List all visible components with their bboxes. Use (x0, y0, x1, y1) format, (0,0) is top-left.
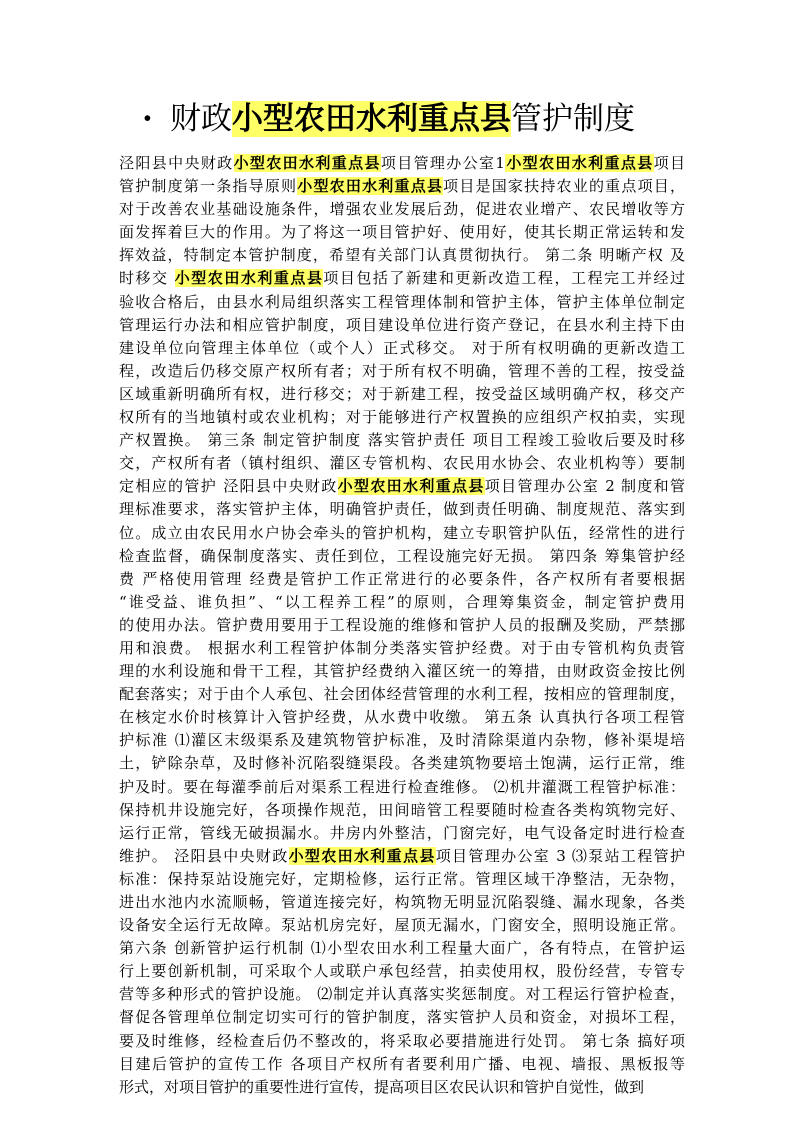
body-line (119, 198, 685, 221)
body-line (119, 383, 685, 406)
body-text-segment: 位。成立由农民用水户协会牵头的管护机构，建立专职管护队伍，经常性的进行 (119, 523, 685, 542)
body-line (119, 452, 685, 475)
title-highlight: 小型农田水利重点县 (232, 101, 511, 137)
body-text-segment: 对于改善农业基础设施条件，增强农业发展后劲，促进农业增产、农民增收等方 (119, 200, 685, 219)
body-text-segment: 第六条 创新管护运行机制 ⑴小型农田水利工程量大面广，各有特点，在管护运 (119, 939, 685, 958)
body-text-segment: 的使用办法。管护费用要用于工程设施的维修和管护人员的报酬及奖励，严禁挪 (119, 615, 685, 634)
body-text-segment: “谁受益、谁负担”、“以工程养工程”的原则，合理筹集资金，制定管护费用 (119, 592, 685, 611)
body-line (119, 937, 685, 960)
body-text-segment: 项目包括了新建和更新改造工程，工程完工并经过 (323, 269, 685, 288)
body-text-segment: 维护。 泾阳县中央财政 (119, 846, 289, 865)
body-text-segment: 项目 (653, 154, 685, 172)
body-text-segment: 管护制度第一条指导原则 (119, 177, 298, 196)
body-line (119, 683, 685, 706)
body-text-segment: 护及时。要在每灌季前后对渠系工程进行检查维修。 ⑵机井灌溉工程管护标准： (119, 777, 685, 796)
body-text-segment: 行上要创新机制，可采取个人或联户承包经营，拍卖使用权，股份经营，专管专 (119, 962, 685, 981)
body-text-segment: 费 严格使用管理 经费是管护工作正常进行的必要条件，各产权所有者要根据 (119, 569, 685, 588)
body-line (119, 591, 685, 614)
body-text-segment: 形式，对项目管护的重要性进行宣传，提高项目区农民认识和管护自觉性，做到 (119, 1077, 645, 1096)
body-text-segment: 配套落实；对于由个人承包、社会团体经营管理的水利工程，按相应的管理制度， (119, 685, 685, 704)
body-text-segment: 理标准要求，落实管护主体，明确管护责任，做到责任明确、制度规范、落实到 (119, 500, 685, 519)
body-line (119, 845, 685, 868)
title-prefix: 财政 (170, 101, 232, 137)
body-line (119, 752, 685, 775)
body-line (119, 960, 685, 983)
body-line (119, 406, 685, 429)
body-line (119, 337, 685, 360)
title-bullet: · (142, 101, 153, 137)
body-text-segment: 面发挥着巨大的作用。为了将这一项目管护好、使用好，使其长期正常运转和发 (119, 223, 685, 242)
body-line (119, 475, 685, 498)
body-line (119, 522, 685, 545)
body-line (119, 868, 685, 891)
body-text-segment: 验收合格后，由县水利局组织落实工程管理体制和管护主体，管护主体单位制定 (119, 292, 685, 311)
body-line (119, 614, 685, 637)
body-line (119, 545, 685, 568)
body-line (119, 221, 685, 244)
document-title (142, 98, 702, 140)
body-line (119, 822, 685, 845)
body-line (119, 1076, 685, 1099)
body-text-segment: 建设单位向管理主体单位（或个人）正式移交。 对于所有权明确的更新改造工 (119, 338, 685, 357)
body-line (119, 660, 685, 683)
body-line (119, 1006, 685, 1029)
body-text-segment: 标准：保持泵站设施完好，定期检修，运行正常。管理区域干净整洁，无杂物， (119, 869, 685, 888)
highlighted-term: 小型农田水利重点县 (337, 477, 485, 496)
body-text-segment: 项目是国家扶持农业的重点项目， (443, 177, 685, 196)
body-text-segment: 运行正常，管线无破损漏水。井房内外整洁，门窗完好，电气设备定时进行检查 (119, 823, 685, 842)
highlighted-term: 小型农田水利重点县 (174, 269, 324, 288)
body-text-segment: 产权置换。 第三条 制定管护制度 落实管护责任 项目工程竣工验收后要及时移 (119, 431, 685, 450)
body-text-segment: 项目管理办公室 3 ⑶泵站工程管护 (435, 846, 685, 865)
body-line (119, 498, 685, 521)
title-suffix: 管护制度 (511, 101, 635, 137)
body-text-segment: 营等多种形式的管护设施。 ⑵制定并认真落实奖惩制度。对工程运行管护检查， (119, 985, 685, 1004)
body-text-segment: 目建后管护的宣传工作 各项目产权所有者要利用广播、电视、墙报、黑板报等 (119, 1054, 685, 1073)
body-line (119, 914, 685, 937)
body-text-segment: 泾阳县中央财政 (119, 154, 234, 172)
body-text-segment: 理的水利设施和骨干工程，其管护经费纳入灌区统一的筹措，由财政资金按比例 (119, 662, 685, 681)
body-line (119, 706, 685, 729)
body-line (119, 267, 685, 290)
body-text-segment: 检查监督，确保制度落实、责任到位，工程设施完好无损。 第四条 筹集管护经 (119, 546, 685, 565)
body-line (119, 799, 685, 822)
body-line (119, 1030, 685, 1053)
body-line (119, 291, 685, 314)
body-text-segment: 定相应的管护 泾阳县中央财政 (119, 477, 338, 496)
body-line (119, 360, 685, 383)
body-line (119, 568, 685, 591)
body-line (119, 1053, 685, 1076)
body-line (119, 175, 685, 198)
body-text-segment: 要及时维修，经检查后仍不整改的，将采取必要措施进行处罚。 第七条 搞好项 (119, 1031, 685, 1050)
document-body (119, 152, 685, 1099)
body-text-segment: 权所有的当地镇村或农业机构；对于能够进行产权置换的应组织产权拍卖，实现 (119, 408, 685, 427)
body-text-segment: 土，铲除杂草，及时修补沉陷裂缝渠段。各类建筑物要培土饱满，运行正常，维 (119, 754, 685, 773)
body-text-segment: 设备安全运行无故障。泵站机房完好，屋顶无漏水，门窗安全，照明设施正常。 (119, 916, 685, 935)
body-line (119, 776, 685, 799)
body-text-segment: 保持机井设施完好，各项操作规范，田间暗管工程要随时检查各类构筑物完好、 (119, 800, 685, 819)
body-text-segment: 项目管理办公室 2 制度和管 (484, 477, 685, 496)
body-text-segment: 交，产权所有者（镇村组织、灌区专管机构、农民用水协会、农业机构等）要制 (119, 454, 685, 473)
body-text-segment: 项目管理办公室1 (380, 154, 505, 172)
body-text-segment: 区域重新明确所有权，进行移交；对于新建工程，按受益区域明确产权，移交产 (119, 384, 685, 403)
body-text-segment: 挥效益，特制定本管护制度，希望有关部门认真贯彻执行。 第二条 明晰产权 及 (119, 246, 685, 265)
body-line (119, 983, 685, 1006)
body-text-segment: 用和浪费。 根据水利工程管护体制分类落实管护经费。对于由专管机构负责管 (119, 638, 685, 657)
body-line (119, 429, 685, 452)
body-text-segment: 护标准 ⑴灌区末级渠系及建筑物管护标准，及时清除渠道内杂物，修补渠堤培 (119, 731, 685, 750)
body-text-segment: 程，改造后仍移交原产权所有者；对于所有权不明确，管理不善的工程，按受益 (119, 361, 685, 380)
body-line (119, 637, 685, 660)
body-text-segment: 在核定水价时核算计入管护经费，从水费中收缴。 第五条 认真执行各项工程管 (119, 708, 685, 727)
body-line (119, 314, 685, 337)
body-text-segment: 进出水池内水流顺畅，管道连接完好，构筑物无明显沉陷裂缝、漏水现象，各类 (119, 893, 685, 911)
body-text-segment: 管理运行办法和相应管护制度，项目建设单位进行资产登记，在县水利主持下由 (119, 315, 685, 334)
body-text-segment: 督促各管理单位制定切实可行的管护制度，落实管护人员和资金，对损坏工程， (119, 1008, 685, 1027)
highlighted-term: 小型农田水利重点县 (288, 846, 436, 865)
highlighted-term: 小型农田水利重点县 (504, 154, 654, 172)
body-line (119, 244, 685, 267)
body-line (119, 152, 685, 175)
body-line (119, 891, 685, 914)
body-line (119, 729, 685, 752)
highlighted-term: 小型农田水利重点县 (297, 177, 444, 196)
body-text-segment: 时移交 (119, 269, 175, 288)
highlighted-term: 小型农田水利重点县 (233, 154, 381, 172)
